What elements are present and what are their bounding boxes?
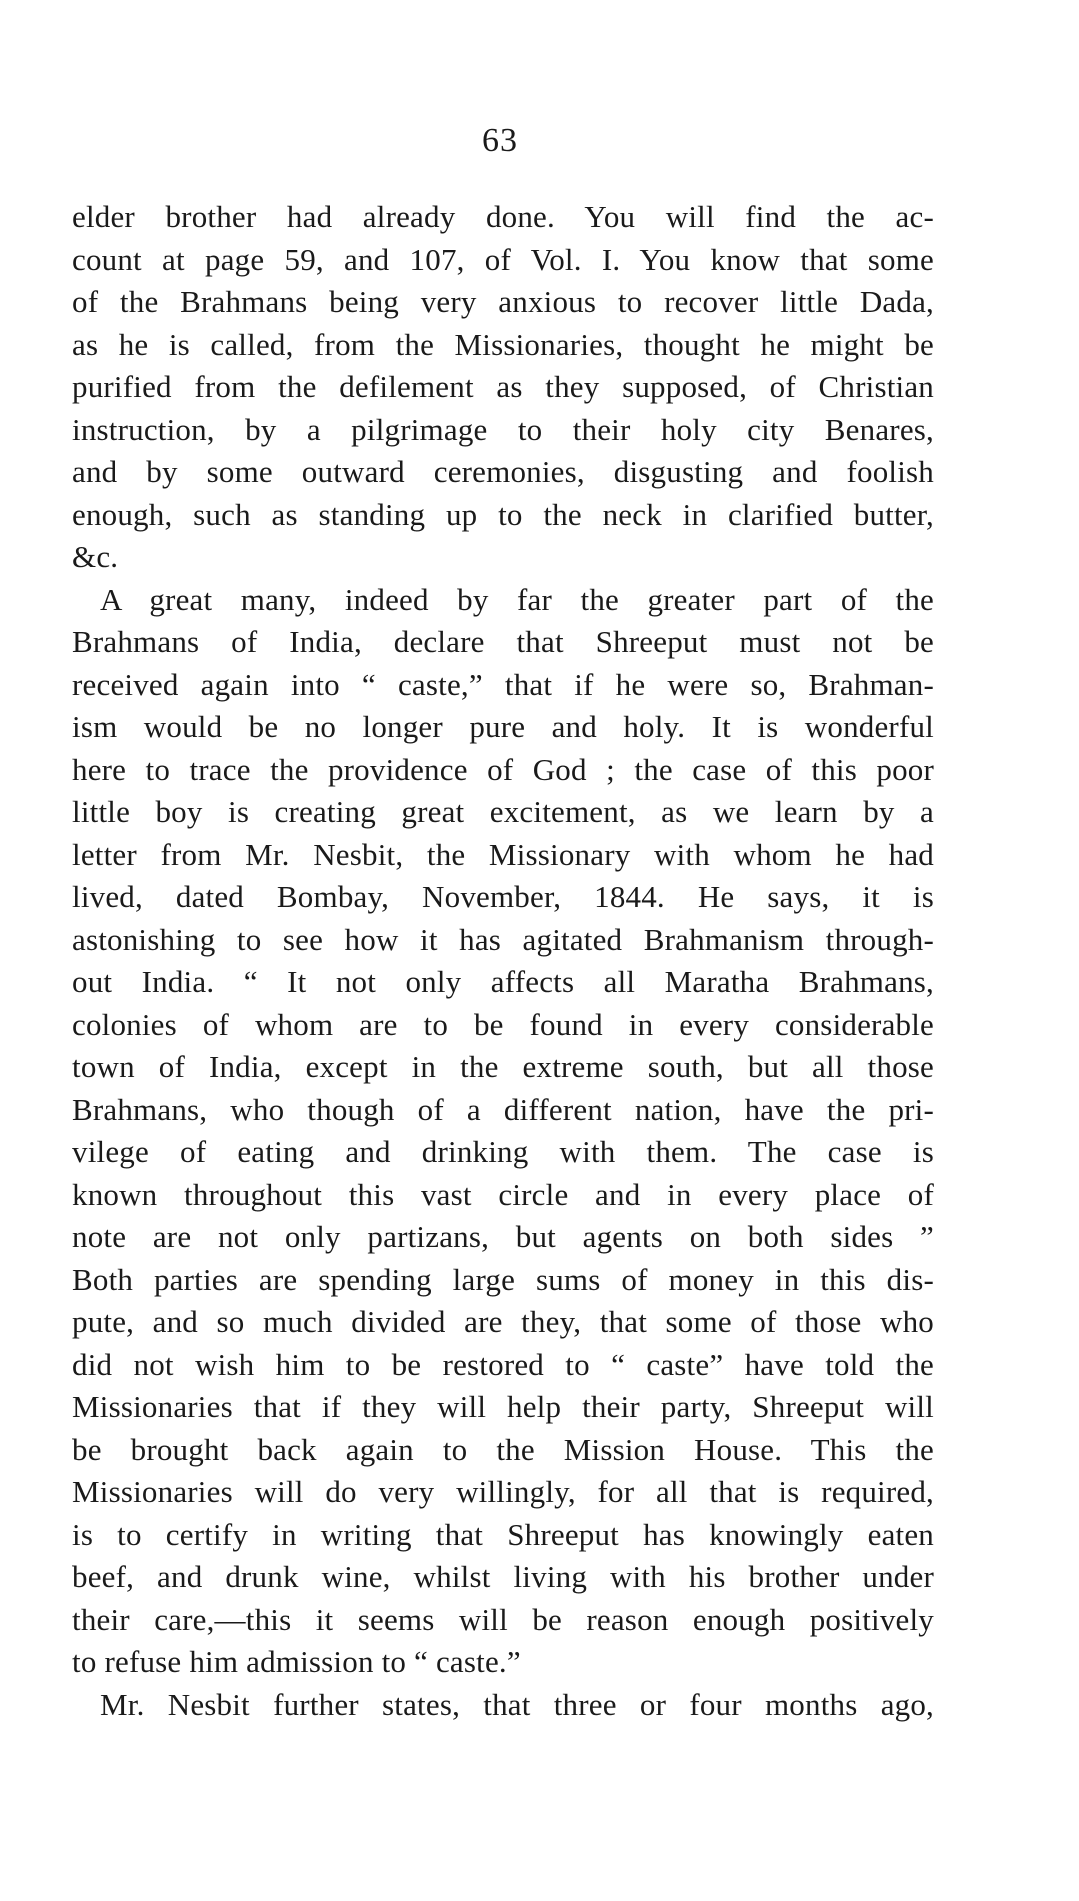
page-number: 63 — [482, 122, 518, 159]
text-line: beef, and drunk wine, whilst living with his brother under — [72, 1559, 934, 1594]
text-line: town of India, except in the extreme south, but all those — [72, 1049, 934, 1084]
text-line: did not wish him to be restored to “ caste” have told the — [72, 1346, 934, 1382]
text-line: Brahmans of India, declare that Shreeput must not be — [72, 624, 934, 659]
text-line: elder brother had already done. You will find the ac- — [72, 199, 934, 234]
text-line: letter from Mr. Nesbit, the Missionary with whom he had — [72, 836, 934, 872]
text-line: is to certify in writing that Shreeput has knowingly eaten — [72, 1516, 934, 1552]
paragraph-start-line: A great many, indeed by far the greater part of the — [100, 581, 934, 617]
text-line: here to trace the providence of God ; the case of this poor — [72, 751, 934, 787]
text-line: purified from the defilement as they supposed, of Christian — [72, 369, 934, 404]
text-line: astonishing to see how it has agitated Brahmanism through- — [72, 921, 934, 957]
text-line: note are not only partizans, but agents on both sides ” — [72, 1219, 934, 1254]
text-line: Missionaries that if they will help their party, Shreeput will — [72, 1389, 934, 1424]
text-line: out India. “ It not only affects all Maratha Brahmans, — [72, 964, 934, 999]
text-line: instruction, by a pilgrimage to their holy city Benares, — [72, 411, 934, 447]
text-line: received again into “ caste,” that if he were so, Brahman- — [72, 666, 934, 702]
text-line: their care,—this it seems will be reason enough positively — [72, 1601, 934, 1637]
body-text — [72, 196, 934, 1726]
text-line: Missionaries will do very willingly, for all that is required, — [72, 1474, 934, 1509]
text-line: little boy is creating great excitement, as we learn by a — [72, 794, 934, 829]
text-line: as he is called, from the Missionaries, thought he might be — [72, 326, 934, 362]
text-line: be brought back again to the Mission House. This the — [72, 1431, 934, 1467]
text-line: colonies of whom are to be found in every considerable — [72, 1006, 934, 1042]
text-line: and by some outward ceremonies, disgusting and foolish — [72, 454, 934, 489]
text-line: count at page 59, and 107, of Vol. I. You know that some — [72, 241, 934, 277]
text-line: of the Brahmans being very anxious to recover little Dada, — [72, 284, 934, 319]
text-line: vilege of eating and drinking with them. The case is — [72, 1134, 934, 1169]
text-line: &c. — [72, 539, 119, 574]
text-line: lived, dated Bombay, November, 1844. He says, it is — [72, 879, 934, 914]
text-line: Brahmans, who though of a different nation, have the pri- — [72, 1091, 934, 1127]
text-line: pute, and so much divided are they, that some of those who — [72, 1304, 934, 1339]
text-line: enough, such as standing up to the neck in clarified butter, — [72, 496, 934, 532]
text-line: known throughout this vast circle and in every place of — [72, 1176, 934, 1212]
text-line: ism would be no longer pure and holy. It is wonderful — [72, 709, 934, 744]
text-line: Both parties are spending large sums of money in this dis- — [72, 1261, 934, 1297]
paragraph-start-line: Mr. Nesbit further states, that three or four months ago, — [100, 1686, 934, 1722]
text-line: to refuse him admission to “ caste.” — [72, 1644, 521, 1679]
